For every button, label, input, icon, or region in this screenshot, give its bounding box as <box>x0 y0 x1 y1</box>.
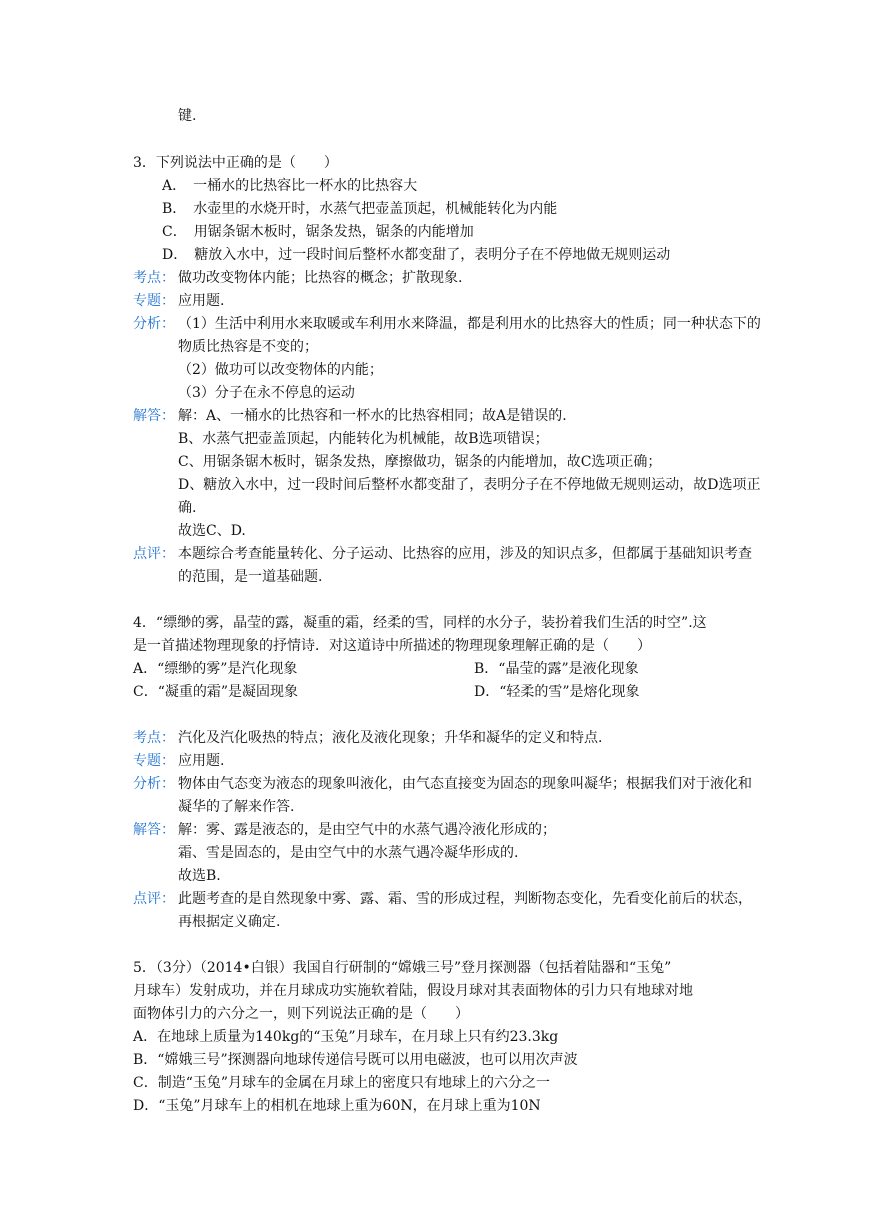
option-a: A．“缥缈的雾”是汽化现象 <box>133 661 298 677</box>
question-stem: 面物体引力的六分之一，则下列说法正确的是（ ） <box>133 1006 469 1022</box>
zhuanti-label: 专题： <box>133 753 175 769</box>
option-b: B．“嫦娥三号”探测器向地球传递信号既可以用电磁波，也可以用次声波 <box>133 1052 578 1068</box>
fenxi-line: （1）生活中利用水来取暖或车利用水来降温，都是利用水的比热容大的性质；同一种状态下的 <box>178 316 761 332</box>
zhuanti-label: 专题： <box>133 293 175 309</box>
jieda-line: 解：雾、露是液态的，是由空气中的水蒸气遇冷液化形成的； <box>178 822 556 838</box>
dianping-label: 点评： <box>133 891 175 907</box>
option-b: B．“晶莹的露”是液化现象 <box>474 661 639 677</box>
question-stem: 是一首描述物理现象的抒情诗．对这道诗中所描述的物理现象理解正确的是（ ） <box>133 638 651 654</box>
fenxi-line: 凝华的了解来作答. <box>178 799 295 815</box>
option-b: B． 水壶里的水烧开时，水蒸气把壶盖顶起，机械能转化为内能 <box>162 201 558 217</box>
option-d: D． 糖放入水中，过一段时间后整杯水都变甜了，表明分子在不停地做无规则运动 <box>162 247 671 263</box>
jieda-line: C、用锯条锯木板时，锯条发热，摩擦做功，锯条的内能增加，故C选项正确； <box>178 454 662 470</box>
jieda-line: 霜、雪是固态的，是由空气中的水蒸气遇冷凝华形成的. <box>178 845 519 861</box>
jieda-line: B、水蒸气把壶盖顶起，内能转化为机械能，故B选项错误； <box>178 431 549 447</box>
dianping-line: 本题综合考查能量转化、分子运动、比热容的应用，涉及的知识点多，但都属于基础知识考查 <box>178 546 752 562</box>
fenxi-line: 物质比热容是不变的； <box>178 339 318 355</box>
option-a: A． 一桶水的比热容比一杯水的比热容大 <box>162 178 418 194</box>
jieda-line: D、糖放入水中，过一段时间后整杯水都变甜了，表明分子在不停地做无规则运动，故D选项正 <box>178 477 761 493</box>
kaodian-text: 汽化及汽化吸热的特点；液化及液化现象；升华和凝华的定义和特点. <box>178 730 603 746</box>
dianping-label: 点评： <box>133 546 175 562</box>
option-c: C． 用锯条锯木板时，锯条发热，锯条的内能增加 <box>162 224 474 240</box>
question-stem: 3．下列说法中正确的是（ ） <box>133 155 338 171</box>
dianping-line: 再根据定义确定. <box>178 914 281 930</box>
kaodian-label: 考点： <box>133 270 175 286</box>
fenxi-line: （3）分子在永不停息的运动 <box>178 385 355 401</box>
option-c: C．制造“玉兔”月球车的金属在月球上的密度只有地球上的六分之一 <box>133 1075 551 1091</box>
zhuanti-text: 应用题. <box>178 293 225 309</box>
option-a: A．在地球上质量为140kg的“玉兔”月球车，在月球上只有约23.3kg <box>133 1029 559 1045</box>
fenxi-label: 分析： <box>133 776 175 792</box>
jieda-line: 故选C、D. <box>178 523 246 539</box>
fenxi-label: 分析： <box>133 316 175 332</box>
kaodian-text: 做功改变物体内能；比热容的概念；扩散现象. <box>178 270 463 286</box>
option-d: D．“轻柔的雪”是熔化现象 <box>474 684 640 700</box>
jieda-line: 故选B. <box>178 868 221 884</box>
jieda-line: 解：A、一桶水的比热容和一杯水的比热容相同；故A是错误的. <box>178 408 567 424</box>
jieda-label: 解答： <box>133 822 175 838</box>
fenxi-line: （2）做功可以改变物体的内能； <box>178 362 383 378</box>
dianping-line: 此题考查的是自然现象中雾、露、霜、雪的形成过程，判断物态变化，先看变化前后的状态， <box>178 891 752 907</box>
question-stem: 4．“缥缈的雾，晶莹的露，凝重的霜，经柔的雪，同样的水分子，装扮着我们生活的时空”.这 <box>133 615 707 631</box>
continuation-text: 键. <box>178 108 197 124</box>
option-c: C．“凝重的霜”是凝固现象 <box>133 684 299 700</box>
kaodian-label: 考点： <box>133 730 175 746</box>
question-stem: 5．（3分）（2014•白银）我国自行研制的“嫦娥三号”登月探测器（包括着陆器和“玉兔” <box>133 960 672 976</box>
fenxi-line: 物体由气态变为液态的现象叫液化，由气态直接变为固态的现象叫凝华；根据我们对于液化和 <box>178 776 752 792</box>
jieda-label: 解答： <box>133 408 175 424</box>
zhuanti-text: 应用题. <box>178 753 225 769</box>
question-stem: 月球车）发射成功，并在月球成功实施软着陆，假设月球对其表面物体的引力只有地球对地 <box>133 983 693 999</box>
option-d: D．“玉兔”月球车上的相机在地球上重为60N，在月球上重为10N <box>133 1098 541 1114</box>
jieda-line: 确. <box>178 500 197 516</box>
dianping-line: 的范围，是一道基础题. <box>178 569 323 585</box>
